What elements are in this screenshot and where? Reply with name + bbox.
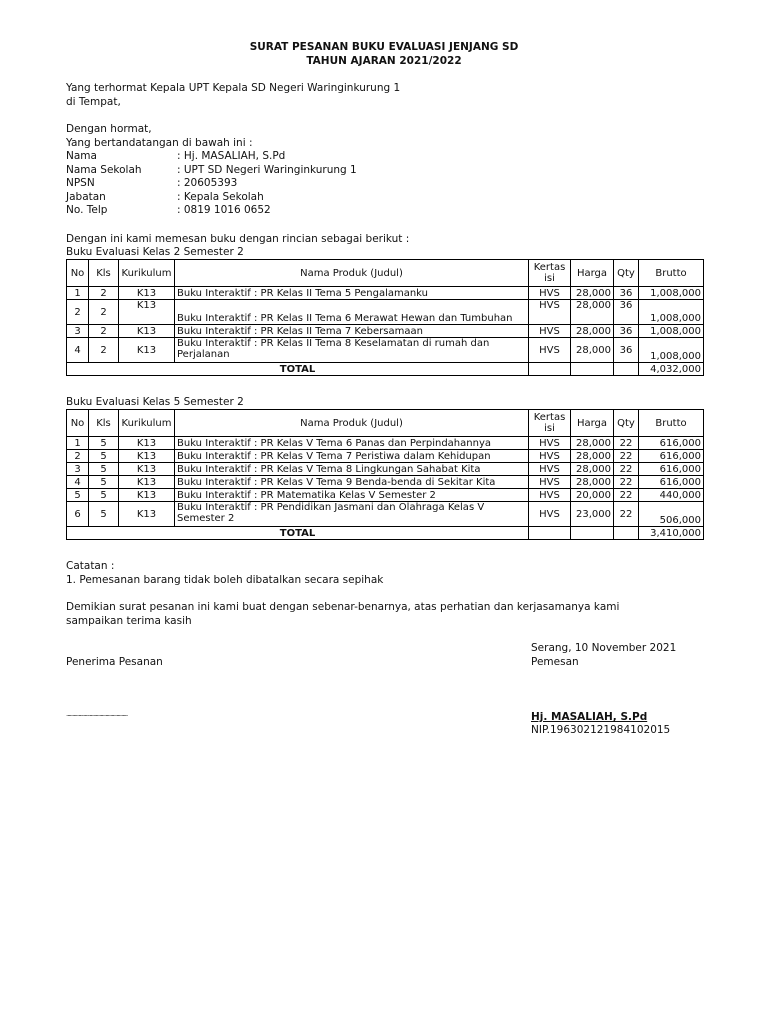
cell-qty: 36 — [614, 325, 639, 338]
receiver-signature-line: .................................................. — [66, 710, 128, 718]
cell-nama: Buku Interaktif : PR Kelas V Tema 8 Lingkungan Sahabat Kita — [175, 463, 529, 476]
cell-qty: 36 — [614, 287, 639, 300]
cell-harga: 28,000 — [571, 450, 614, 463]
cell-kls: 5 — [89, 489, 119, 502]
receiver-label: Penerima Pesanan — [66, 656, 163, 668]
identity-label-position: Jabatan — [66, 191, 106, 203]
table-total-row — [67, 527, 704, 540]
order-table-class5 — [66, 409, 704, 540]
col-kertas-header: Kertas isi — [529, 410, 571, 437]
cell-kertas: HVS — [529, 476, 571, 489]
cell-kurikulum: K13 — [119, 489, 175, 502]
cell-brutto: 440,000 — [639, 489, 704, 502]
cell-kls: 2 — [89, 287, 119, 300]
cell-harga: 28,000 — [571, 325, 614, 338]
identity-value-name: : Hj. MASALIAH, S.Pd — [177, 150, 286, 162]
identity-value-school: : UPT SD Negeri Waringinkurung 1 — [177, 164, 357, 176]
table-header-row — [67, 260, 704, 287]
cell-kls: 5 — [89, 463, 119, 476]
cell-kertas: HVS — [529, 437, 571, 450]
order-table-class2 — [66, 259, 704, 376]
table-row — [67, 463, 704, 476]
identity-value-position: : Kepala Sekolah — [177, 191, 264, 203]
empty-cell — [571, 527, 614, 540]
cell-qty: 22 — [614, 437, 639, 450]
cell-no: 2 — [67, 300, 89, 325]
table-row — [67, 476, 704, 489]
cell-nama: Buku Interaktif : PR Kelas V Tema 7 Peristiwa dalam Kehidupan — [175, 450, 529, 463]
cell-nama: Buku Interaktif : PR Pendidikan Jasmani dan Olahraga Kelas V Semester 2 — [175, 502, 529, 527]
orderer-label: Pemesan — [531, 656, 579, 668]
table-row — [67, 338, 704, 363]
cell-no: 6 — [67, 502, 89, 527]
cell-no: 1 — [67, 437, 89, 450]
table-row — [67, 325, 704, 338]
cell-kertas: HVS — [529, 489, 571, 502]
cell-brutto: 616,000 — [639, 450, 704, 463]
cell-brutto: 1,008,000 — [639, 325, 704, 338]
cell-kertas: HVS — [529, 450, 571, 463]
identity-label-name: Nama — [66, 150, 97, 162]
table-header-row — [67, 410, 704, 437]
cell-kertas: HVS — [529, 463, 571, 476]
cell-kls: 5 — [89, 476, 119, 489]
cell-qty: 36 — [614, 338, 639, 363]
letter-title: SURAT PESANAN BUKU EVALUASI JENJANG SD — [249, 41, 519, 53]
letter-subtitle: TAHUN AJARAN 2021/2022 — [306, 55, 462, 67]
cell-kurikulum: K13 — [119, 502, 175, 527]
table-row — [67, 437, 704, 450]
cell-qty: 22 — [614, 489, 639, 502]
cell-kertas: HVS — [529, 338, 571, 363]
cell-kurikulum: K13 — [119, 325, 175, 338]
empty-cell — [614, 527, 639, 540]
cell-kertas: HVS — [529, 287, 571, 300]
col-harga-header: Harga — [571, 410, 614, 437]
col-no-header: No — [67, 260, 89, 287]
col-kls-header: Kls — [89, 260, 119, 287]
col-nama-header: Nama Produk (Judul) — [175, 260, 529, 287]
identity-label-phone: No. Telp — [66, 204, 108, 216]
cell-kls: 2 — [89, 338, 119, 363]
closing-line: Demikian surat pesanan ini kami buat dengan sebenar-benarnya, atas perhatian dan kerjasamanya kami — [66, 601, 620, 613]
cell-no: 5 — [67, 489, 89, 502]
cell-nama: Buku Interaktif : PR Kelas II Tema 5 Pengalamanku — [175, 287, 529, 300]
cell-nama: Buku Interaktif : PR Kelas V Tema 6 Panas dan Perpindahannya — [175, 437, 529, 450]
cell-nama: Buku Interaktif : PR Kelas II Tema 8 Keselamatan di rumah dan Perjalanan — [175, 338, 529, 363]
cell-brutto: 616,000 — [639, 463, 704, 476]
closing-line-2: sampaikan terima kasih — [66, 615, 192, 627]
table-row — [67, 489, 704, 502]
table1-heading: Buku Evaluasi Kelas 2 Semester 2 — [66, 246, 244, 258]
total-value: 4,032,000 — [639, 363, 704, 376]
cell-brutto: 1,008,000 — [639, 338, 704, 363]
empty-cell — [614, 363, 639, 376]
cell-no: 3 — [67, 325, 89, 338]
cell-no: 4 — [67, 476, 89, 489]
cell-qty: 22 — [614, 463, 639, 476]
cell-kls: 2 — [89, 325, 119, 338]
greeting: Dengan hormat, — [66, 123, 152, 135]
cell-kertas: HVS — [529, 300, 571, 325]
signer-nip: NIP.196302121984102015 — [531, 724, 671, 736]
recipient-line: Yang terhormat Kepala UPT Kepala SD Negeri Waringinkurung 1 — [66, 82, 401, 94]
cell-kls: 5 — [89, 502, 119, 527]
cell-qty: 22 — [614, 450, 639, 463]
table-row — [67, 300, 704, 325]
col-kurikulum-header: Kurikulum — [119, 410, 175, 437]
cell-no: 3 — [67, 463, 89, 476]
cell-nama: Buku Interaktif : PR Kelas II Tema 6 Merawat Hewan dan Tumbuhan — [175, 300, 529, 325]
cell-no: 2 — [67, 450, 89, 463]
order-intro: Dengan ini kami memesan buku dengan rincian sebagai berikut : — [66, 233, 410, 245]
cell-harga: 20,000 — [571, 489, 614, 502]
table-row — [67, 450, 704, 463]
col-kls-header: Kls — [89, 410, 119, 437]
cell-harga: 28,000 — [571, 338, 614, 363]
cell-kurikulum: K13 — [119, 300, 175, 325]
identity-value-phone: : 0819 1016 0652 — [177, 204, 271, 216]
signer-name: Hj. MASALIAH, S.Pd — [531, 711, 648, 723]
note-item: 1. Pemesanan barang tidak boleh dibatalkan secara sepihak — [66, 574, 384, 586]
col-no-header: No — [67, 410, 89, 437]
intro-text: Yang bertandatangan di bawah ini : — [66, 137, 253, 149]
cell-qty: 36 — [614, 300, 639, 325]
identity-value-npsn: : 20605393 — [177, 177, 238, 189]
cell-brutto: 1,008,000 — [639, 287, 704, 300]
total-label: TOTAL — [67, 527, 529, 540]
col-brutto-header: Brutto — [639, 260, 704, 287]
empty-cell — [571, 363, 614, 376]
identity-label-school: Nama Sekolah — [66, 164, 142, 176]
col-brutto-header: Brutto — [639, 410, 704, 437]
total-value: 3,410,000 — [639, 527, 704, 540]
cell-nama: Buku Interaktif : PR Matematika Kelas V Semester 2 — [175, 489, 529, 502]
cell-brutto: 506,000 — [639, 502, 704, 527]
cell-kls: 5 — [89, 437, 119, 450]
empty-cell — [529, 363, 571, 376]
col-nama-header: Nama Produk (Judul) — [175, 410, 529, 437]
cell-kurikulum: K13 — [119, 476, 175, 489]
cell-brutto: 616,000 — [639, 476, 704, 489]
table-total-row — [67, 363, 704, 376]
cell-brutto: 616,000 — [639, 437, 704, 450]
cell-kls: 5 — [89, 450, 119, 463]
cell-kertas: HVS — [529, 502, 571, 527]
recipient-place: di Tempat, — [66, 96, 121, 108]
cell-no: 1 — [67, 287, 89, 300]
cell-qty: 22 — [614, 502, 639, 527]
cell-no: 4 — [67, 338, 89, 363]
cell-harga: 28,000 — [571, 300, 614, 325]
notes-heading: Catatan : — [66, 560, 115, 572]
total-label: TOTAL — [67, 363, 529, 376]
cell-kurikulum: K13 — [119, 463, 175, 476]
col-kurikulum-header: Kurikulum — [119, 260, 175, 287]
empty-cell — [529, 527, 571, 540]
cell-harga: 28,000 — [571, 476, 614, 489]
cell-kertas: HVS — [529, 325, 571, 338]
identity-label-npsn: NPSN — [66, 177, 95, 189]
cell-harga: 28,000 — [571, 463, 614, 476]
cell-nama: Buku Interaktif : PR Kelas V Tema 9 Benda-benda di Sekitar Kita — [175, 476, 529, 489]
cell-harga: 23,000 — [571, 502, 614, 527]
col-qty-header: Qty — [614, 260, 639, 287]
table-row — [67, 502, 704, 527]
cell-harga: 28,000 — [571, 287, 614, 300]
cell-harga: 28,000 — [571, 437, 614, 450]
cell-kurikulum: K13 — [119, 437, 175, 450]
col-kertas-header: Kertas isi — [529, 260, 571, 287]
cell-nama: Buku Interaktif : PR Kelas II Tema 7 Kebersamaan — [175, 325, 529, 338]
cell-kurikulum: K13 — [119, 450, 175, 463]
table2-heading: Buku Evaluasi Kelas 5 Semester 2 — [66, 396, 244, 408]
cell-brutto: 1,008,000 — [639, 300, 704, 325]
table-row — [67, 287, 704, 300]
cell-kurikulum: K13 — [119, 287, 175, 300]
place-date: Serang, 10 November 2021 — [531, 642, 677, 654]
cell-kurikulum: K13 — [119, 338, 175, 363]
col-harga-header: Harga — [571, 260, 614, 287]
col-qty-header: Qty — [614, 410, 639, 437]
cell-qty: 22 — [614, 476, 639, 489]
cell-kls: 2 — [89, 300, 119, 325]
